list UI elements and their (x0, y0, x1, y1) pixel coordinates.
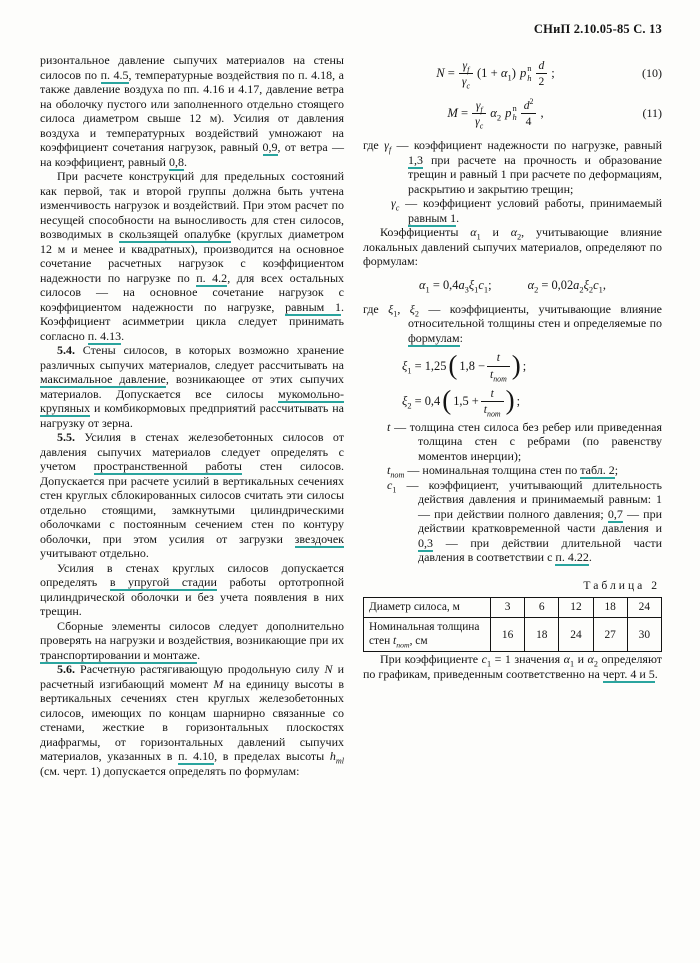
text-run: Сборные элементы силосов следует дополнительно проверять на нагрузки и воздействия, возникающие при их (40, 618, 344, 647)
text-run: 1 (393, 309, 398, 319)
text-run: Расчетную растягивающую продольную силу (75, 662, 325, 676)
text-run: M (213, 676, 224, 691)
text-run: — коэффициент, учитывающий длительность действия давления и принимаемый равным: 1 — при действии полного давления; (396, 477, 662, 521)
text-run: 3 (464, 284, 469, 295)
row-label-diameter (364, 597, 491, 618)
formula-11-body (363, 96, 628, 131)
formula-alpha-2 (528, 278, 606, 293)
text-run: определяют по графикам, приведенным соответственно на (363, 652, 663, 681)
text-run: = 0,4 (429, 277, 459, 292)
text-run: = 1 значения (491, 652, 564, 667)
definition-c1 (363, 478, 662, 565)
definition-gamma-f (363, 138, 662, 196)
highlight-mark: 1,3 (408, 152, 423, 167)
text-run: ξ (468, 277, 475, 292)
text-run: 1,5 + (453, 394, 479, 409)
text-run: — при действии кратковременной части давления и (418, 506, 663, 536)
columns (40, 53, 662, 778)
text-run: ξ (583, 277, 589, 292)
table-cell: 6 (525, 597, 559, 618)
formula-tail: ; (551, 66, 555, 81)
row-label-thickness (364, 618, 491, 652)
left-column (40, 53, 344, 778)
text-run: . (654, 666, 658, 681)
text-run: γ (462, 59, 468, 72)
text-run: = (457, 105, 469, 120)
text-run: где (363, 138, 385, 153)
formula-11 (363, 96, 662, 131)
text-run: 5.6. (57, 662, 75, 676)
xi-lhs (402, 359, 446, 374)
text-run: 2 (414, 309, 419, 319)
text-run: t (496, 351, 500, 365)
text-run: α (587, 652, 594, 667)
text-run: N (436, 66, 445, 81)
text-run: = 0,4 (411, 394, 441, 409)
text-run: , для всех остальных силосов — на основное сочетание нагрузок с коэффициентом надежности по нагрузке, (40, 270, 344, 314)
highlight-mark: черт. 4 и 5 (602, 666, 655, 681)
text-run: — номинальная толщина стен по (404, 463, 581, 478)
highlight-mark: п. 4.5 (100, 67, 129, 82)
text-run: и (574, 652, 588, 667)
text-run: 2 (496, 112, 502, 123)
highlight-mark: транспортировании и монтаже (40, 647, 198, 662)
formula-10 (363, 59, 662, 89)
text-run: , см (409, 634, 428, 647)
text-run: (1 + (476, 66, 501, 81)
text-run: nom (487, 409, 501, 419)
text-run: — коэффициент условий работы, принимаемый (399, 196, 662, 211)
text-run: При расчете конструкций для предельных состояний как первой, так и второй группы должна быть учтена изменчивость нагрузок и воздействий. При этом расчет по несущей способности на выносливость для стен силосов, возводимых в (40, 169, 344, 241)
text-run: где (363, 301, 389, 316)
table-cell: 18 (593, 597, 627, 618)
text-run: : (459, 330, 463, 345)
xi-lhs (402, 394, 440, 409)
text-run: (см. черт. 1) допускается определять по формулам: (40, 763, 300, 778)
xi-inner (459, 359, 485, 374)
text-run: 1 (569, 659, 575, 669)
text-run: , (397, 301, 410, 316)
text-run: γ (384, 138, 389, 153)
text-run: и комбикормовых предприятий рассчитывать на нагрузку от зерна. (40, 401, 344, 430)
t-fraction (487, 351, 510, 381)
text-run: , от ветра — на коэффициент, равный (40, 140, 344, 169)
d-fraction: $\frac{d^2}{4}$ (521, 99, 537, 129)
highlight-mark: в упругой стадии (109, 575, 217, 589)
text-run: 1,8 − (459, 358, 485, 373)
text-run: — коэффициенты, учитывающие влияние относительной толщины стен и определяемые по (408, 301, 662, 331)
text-run: , (602, 277, 606, 292)
highlight-mark: равным 1 (408, 210, 457, 225)
text-run: 1 (474, 284, 479, 295)
text-run: t (387, 463, 391, 478)
highlight-mark: равным 1 (285, 299, 342, 314)
text-run: и (480, 225, 511, 240)
text-run: 2 (529, 96, 534, 106)
text-run: . (456, 210, 460, 225)
text-run: = 1,25 (411, 358, 447, 373)
text-run: c (466, 81, 470, 91)
open-paren: ( (448, 349, 458, 380)
text-run: α (419, 277, 426, 292)
highlight-mark: звездочек (294, 531, 344, 546)
text-run: ; (488, 277, 492, 292)
highlight-mark: п. 4.2 (196, 270, 228, 285)
text-run: , возникающее от этих сыпучих материалов. Допускается все силосы (40, 372, 345, 401)
paragraph-continuation (40, 53, 344, 169)
text-run: t (393, 634, 397, 647)
table-cell: 18 (525, 618, 559, 652)
paragraph-5-4 (40, 343, 344, 430)
text-run: — при действии длительной части давления в соответствии с (418, 535, 662, 565)
page-header-title: СНиП 2.10.05-85 С. 13 (533, 22, 662, 36)
text-run: α (510, 225, 518, 240)
text-run: a (573, 277, 580, 292)
text-run: h (329, 749, 336, 763)
text-run: ; (614, 463, 619, 478)
text-run: c (387, 477, 393, 492)
highlight-mark: 0,8 (168, 154, 184, 169)
text-run: γ (461, 75, 467, 89)
text-run: γ (475, 98, 481, 112)
text-run: N (324, 662, 333, 676)
highlight-mark: максимальное давление (40, 372, 166, 386)
formula-mid (490, 106, 501, 121)
text-run: γ (391, 196, 396, 211)
text-run: t (489, 367, 494, 381)
table-cell: 16 (491, 618, 525, 652)
table-row-diameter (364, 597, 662, 618)
text-run: c (479, 121, 484, 131)
text-run: α (563, 652, 570, 667)
text-run: 2 (579, 284, 584, 295)
text-run: 5.4. (57, 343, 75, 357)
formula-lhs (436, 66, 455, 81)
formula-number: (10) (642, 66, 662, 81)
text-run: f (467, 65, 470, 75)
close-paren: ) (505, 385, 515, 416)
table-caption: Таблица 2 (583, 578, 660, 592)
text-run: ξ (402, 358, 408, 373)
text-run: 5.5. (57, 430, 75, 444)
text-run: 2 (534, 284, 539, 295)
text-run: ризонтальное давление сыпучих материалов на стены силосов по (40, 53, 344, 82)
highlight-mark: мукомольно-крупяных (40, 386, 344, 415)
xi-tail: ; (516, 394, 521, 409)
text-run: ξ (402, 394, 408, 409)
paragraph-circular-silos (40, 561, 344, 619)
text-run: 1 (486, 659, 492, 669)
paragraph-5-6 (40, 662, 344, 778)
gamma-fraction (472, 99, 486, 129)
text-run: 1 (476, 232, 481, 242)
table-cell: 30 (627, 618, 661, 652)
text-run: 2 (407, 400, 412, 411)
right-column (363, 53, 662, 778)
text-run: . (183, 154, 187, 169)
highlight-mark: 0,9 (262, 140, 278, 154)
text-run: 1 (425, 284, 430, 295)
text-run: Стены силосов, в которых возможно хранение различных сыпучих материалов, следует рассчитывать на (40, 343, 344, 372)
table-cell: 24 (627, 597, 661, 618)
table-cell: 12 (559, 597, 593, 618)
paragraph-5-5 (40, 430, 344, 561)
highlight-mark: п. 4.10 (178, 749, 215, 763)
text-run: и расчетный изгибающий момент (40, 662, 344, 691)
highlight-mark: пространственной работы (93, 459, 242, 473)
text-run: Усилия в стенах железобетонных силосов от давления сыпучих материалов следует определять с учетом (40, 430, 344, 473)
text-run: a (458, 277, 465, 292)
text-run: Диаметр силоса, м (369, 600, 460, 613)
table-cell: 27 (593, 618, 627, 652)
definition-t-nom (363, 463, 662, 478)
text-run: 1 (598, 284, 603, 295)
text-run: . (197, 647, 201, 662)
text-run: α (527, 277, 535, 292)
text-run: d (523, 98, 530, 112)
table-row-thickness (364, 618, 662, 652)
text-run: 1 (483, 284, 489, 295)
text-run: , температурные воздействия по п. 4.18, а также давление воздуха по пп. 4.16 и 4.17, давление ветра на оболочку пустого или заполненного отдельно стоящего силоса диаметром свыше 12 м). Усилия от давления воздуха и температурных воздействий умножают на коэффициент сочетания нагрузок, равный (40, 67, 345, 154)
text-run: 1 (407, 365, 412, 376)
text-run: . Коэффициент асимметрии цикла следует принимать согласно (40, 299, 345, 343)
text-run: α (470, 225, 477, 240)
text-run: работы ортотропной цилиндрической оболочки и без учета появления в них трещин. (40, 575, 345, 618)
text-run: c (478, 277, 484, 292)
formula-alpha-1 (419, 278, 492, 293)
text-run: ξ (388, 301, 394, 316)
text-run: = 0,02 (538, 277, 574, 292)
text-run: (круглых диаметром 12 м и менее и квадратных), производится на основное сочетание расчетных нагрузок с коэффициентом надежности по нагрузке по (40, 227, 345, 285)
d-fraction: $\frac{d}{2}$ (536, 59, 548, 89)
formula-tail: , (540, 105, 544, 120)
sup-sub-stack: n h (512, 102, 517, 123)
definition-t (363, 420, 662, 464)
highlight-mark: формулам (408, 330, 460, 345)
paragraph-limit-states (40, 169, 344, 343)
formula-xi-2 (401, 387, 662, 417)
text-run: — толщина стен силоса без ребер или приведенная толщина стен с ребрами (по равенству моментов инерции); (390, 419, 662, 463)
text-run: t (483, 403, 488, 417)
text-run: , учитывающие влияние локальных давлений сыпучих материалов, определяют по формулам: (363, 225, 663, 269)
open-paren: ( (442, 385, 452, 416)
highlight-mark: 0,3 (418, 535, 433, 550)
highlight-mark: 0,7 (607, 506, 623, 521)
text-run: Номинальная толщина стен (369, 621, 480, 647)
text-run: 2 (517, 232, 522, 242)
text-run: При коэффициенте (380, 652, 482, 667)
text-run: nom (390, 470, 405, 480)
gamma-fraction (459, 59, 473, 89)
highlight-mark: скользящей опалубке (119, 227, 231, 241)
text-run: α (500, 66, 508, 81)
text-run: = (444, 66, 455, 81)
text-run: f (388, 145, 392, 155)
text-run: M (447, 105, 458, 120)
paragraph-precast-elements (40, 619, 344, 663)
text-run: t (387, 419, 391, 434)
final-paragraph (363, 652, 662, 681)
text-run: nom (396, 639, 410, 649)
highlight-mark: табл. 2 (580, 463, 615, 478)
text-run: ξ (409, 301, 415, 316)
formula-number: (11) (642, 105, 662, 120)
text-run: ) (511, 66, 516, 81)
text-run: nom (493, 373, 507, 383)
text-run: f (480, 104, 483, 114)
text-run: c (395, 203, 400, 213)
alpha-formulas-row (363, 278, 662, 293)
text-run: 2 (593, 659, 598, 669)
table-cell: 24 (559, 618, 593, 652)
highlight-mark: п. 4.13 (87, 328, 122, 343)
text-run: , в пределах высоты (214, 749, 330, 763)
text-run: γ (475, 114, 480, 128)
text-run: t (490, 386, 494, 400)
t-fraction (481, 387, 504, 417)
text-run: стен силосов. Допускается при расчете усилий в вертикальных сечениях стен круглых сблокированных силосов считать эти силосы отдельно стоящими, замкнутыми цилиндрическими оболочками с постоянным сечением стен по контуру оболочки, при этом усилия от загрузки (40, 459, 344, 546)
definition-gamma-c (363, 196, 662, 225)
text-run: 2 (588, 284, 594, 295)
xi-coefficients-intro (363, 302, 662, 346)
sup-sub-stack: n h (527, 63, 532, 83)
highlight-mark: п. 4.22 (555, 550, 589, 565)
formula-lhs (447, 106, 468, 121)
xi-inner (453, 394, 479, 409)
text-run: α (490, 105, 497, 120)
formula-xi-1 (401, 351, 662, 381)
alpha-coefficients-intro (363, 225, 662, 269)
pressure-term: p n h (505, 102, 517, 123)
xi-tail: ; (522, 358, 527, 373)
text-run: 1 (392, 485, 397, 495)
close-paren: ) (511, 349, 521, 380)
text-run: Коэффициенты (380, 225, 471, 240)
text-run: — коэффициент надежности по нагрузке, равный (391, 138, 662, 153)
text-run: на единицу высоты в вертикальных сечениях стен круглых железобетонных силосов, имеющих по концам шарнирно связанные со стенами, жесткие в горизонтальных плоскостях диафрагмы, от горизонтальных давлений сыпучих материалов, указанных в (40, 676, 344, 763)
text-run: ml (335, 756, 344, 766)
formula-10-body (363, 59, 628, 89)
text-run: Усилия в стенах круглых силосов допускается определять (40, 560, 344, 589)
table-2 (363, 597, 662, 653)
text-run: . (121, 328, 125, 343)
text-run: . (588, 550, 592, 565)
text-run: 1 (507, 72, 512, 83)
text-run: учитывают отдельно. (40, 546, 149, 560)
text-run: c (593, 277, 599, 292)
formula-mid (477, 66, 516, 81)
text-run: c (481, 652, 487, 667)
text-run: d (538, 59, 545, 72)
text-run: при расчете на прочность и образование трещин и равный 1 при расчете по деформациям, раскрытию и закрытию трещин; (408, 152, 662, 196)
table-cell: 3 (491, 597, 525, 618)
pressure-term: p n h (519, 63, 532, 83)
